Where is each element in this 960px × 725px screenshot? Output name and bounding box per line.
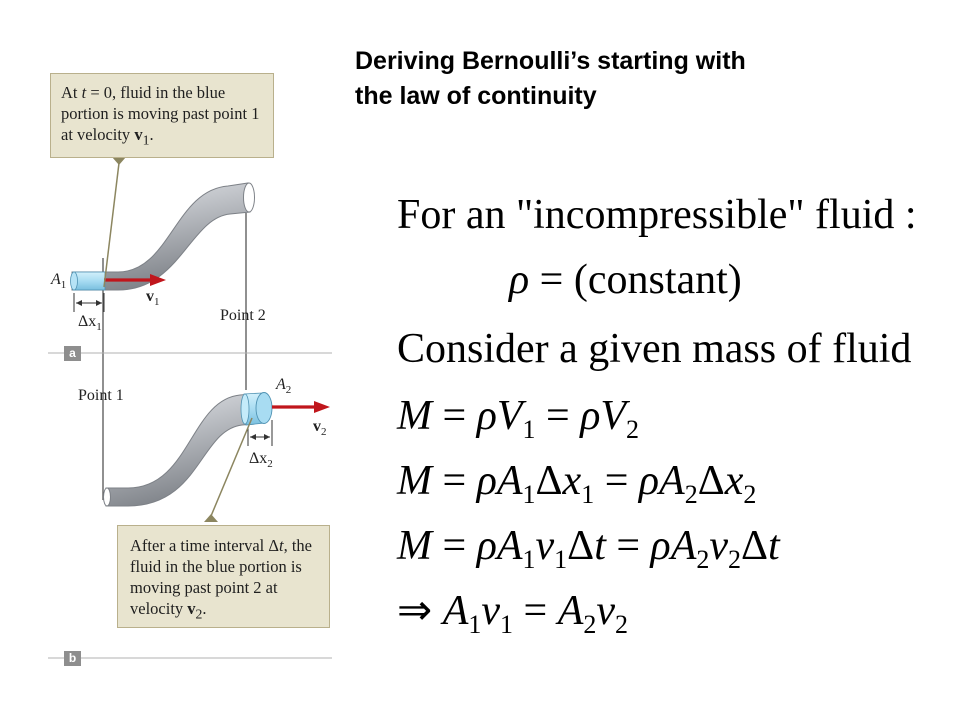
pipe-b: [106, 394, 254, 506]
vector-v2: v: [187, 599, 196, 619]
label-point1: Point 1: [78, 387, 124, 404]
leader-a: [104, 163, 119, 287]
eq-line-3: Consider a given mass of fluid: [397, 326, 912, 372]
title-line-2: the law of continuity: [355, 81, 597, 110]
implies-symbol: ⇒: [397, 588, 433, 634]
slide-title: [355, 44, 915, 113]
callout-b: After a time interval Δt, the fluid in the blue portion is moving past point 2 at velocity $v_2$.: [117, 525, 330, 628]
eq-line-4: $M = \rho V_1 = \rho V_2$: [397, 393, 640, 444]
title-line-1: Deriving Bernoulli’s starting with: [355, 47, 746, 75]
panel-tag-b: b: [64, 651, 81, 666]
eq-line-5: $M = \rho A_1\Delta x_1 = \rho A_2\Delta x_2$: [397, 458, 757, 509]
eq-line-1: For an "incompressible" fluid :: [397, 192, 917, 238]
label-dx1: $\Delta x_1$: [78, 313, 102, 334]
eq-line-7: ⇒ $A_1v_1 = A_2v_2$: [397, 588, 629, 639]
label-v2: $v_2$: [313, 418, 327, 439]
label-A1: $A_1$: [51, 271, 67, 292]
label-dx2: $\Delta x_2$: [249, 450, 273, 471]
eq-line-6: $M = \rho A_1v_1\Delta t = \rho A_2v_2\Delta t$: [397, 523, 780, 574]
callout-a: At t = 0, fluid in the blue portion is moving past point 1 at velocity $v_1$.: [50, 73, 274, 158]
vector-v1: v: [134, 125, 143, 145]
label-v1: $v_1$: [146, 288, 160, 309]
label-point2: Point 2: [220, 307, 266, 324]
eq-line-2: ρ = (constant): [509, 257, 742, 303]
panel-tag-a: a: [64, 346, 81, 361]
continuity-figure: [0, 0, 340, 720]
label-A2: $A_2$: [276, 376, 292, 397]
